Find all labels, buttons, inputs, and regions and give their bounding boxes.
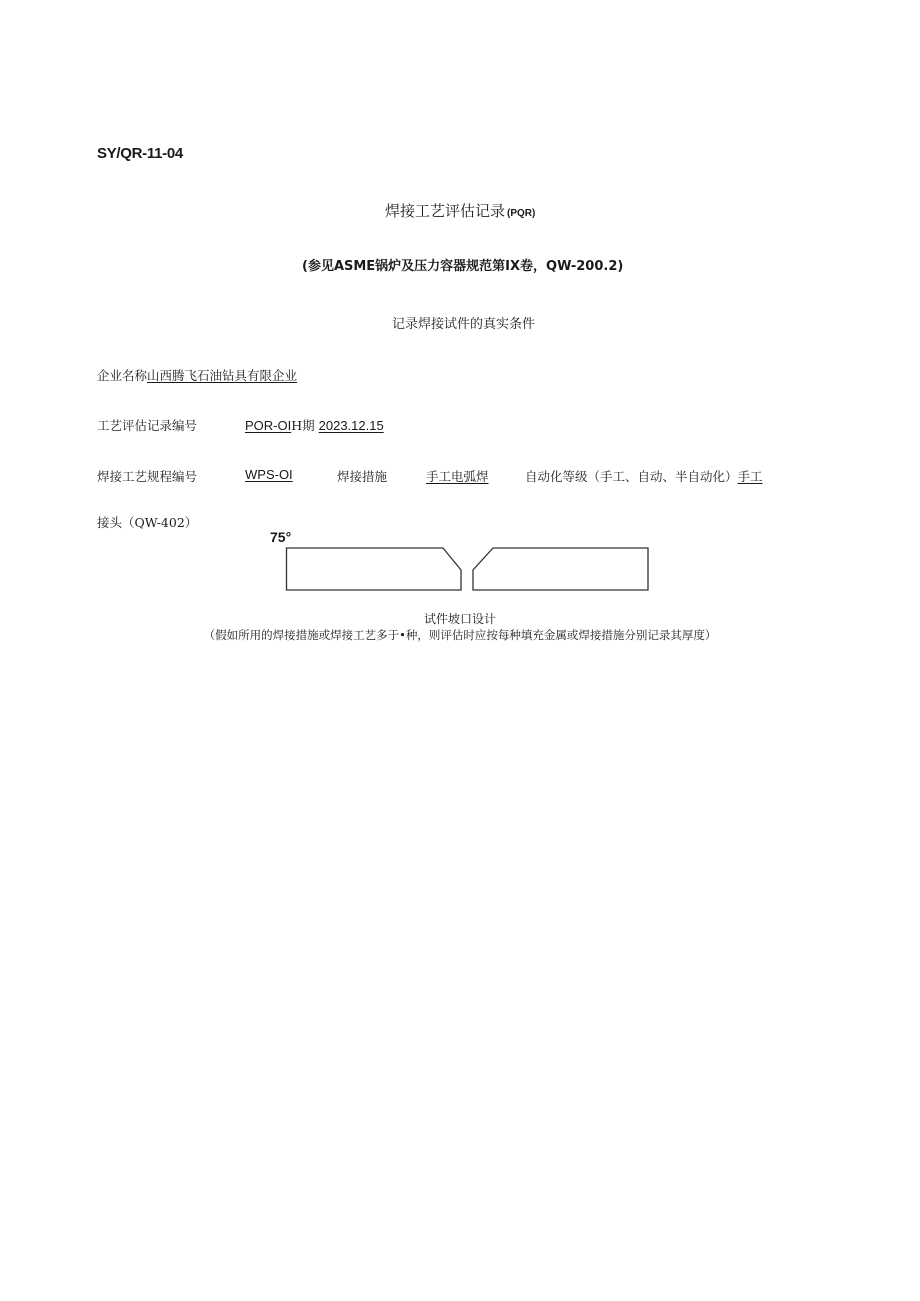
document-code: SY/QR-11-04 [97, 145, 183, 162]
right-plate [473, 548, 648, 590]
joint-label-text: 接头（QW-402） [97, 515, 198, 530]
welding-process-label: 焊接措施 [337, 469, 388, 484]
groove-angle-label: 75° [270, 529, 292, 545]
wps-number-label: 焊接工艺规程编号 [97, 469, 198, 484]
pqr-number-value: POR-OI [245, 418, 292, 433]
automation-label: 自动化等级（手工、自动、半自动化） [525, 469, 738, 484]
company-value: 山西腾飞石油钻具有限企业 [147, 368, 298, 383]
standard-reference: (参见ASME锅炉及压力容器规范第IX卷，QW-200.2) [302, 259, 624, 274]
page-title [385, 200, 535, 221]
automation-value: 手工 [737, 469, 763, 484]
welding-process-field [426, 467, 489, 485]
pqr-number-label: 工艺评估记录编号 [97, 418, 198, 433]
date-label: H期 [291, 418, 315, 433]
page-title-text: 焊接工艺评估记录 [385, 202, 506, 220]
company-label: 企业名称 [97, 368, 148, 383]
wps-number-field [245, 467, 293, 482]
page-title-suffix: (PQR) [507, 208, 536, 219]
pqr-number-field [245, 416, 384, 434]
welding-process-value: 手工电弧焊 [426, 469, 489, 484]
automation-field [525, 467, 763, 485]
page-subtitle: 记录焊接试件的真实条件 [392, 317, 536, 332]
date-value: 2023.12.15 [318, 418, 384, 433]
company-field [97, 366, 297, 384]
joint-label [97, 513, 197, 531]
wps-number-value: WPS-OI [245, 467, 293, 482]
left-plate [287, 548, 462, 590]
groove-caption: 试件坡口设计 [423, 612, 496, 626]
groove-drawing [285, 546, 650, 592]
thickness-note: （假如所用的焊接措施或焊接工艺多于•种，则评估时应按每种填充金属或焊接措施分别记录其厚度） [203, 628, 717, 642]
